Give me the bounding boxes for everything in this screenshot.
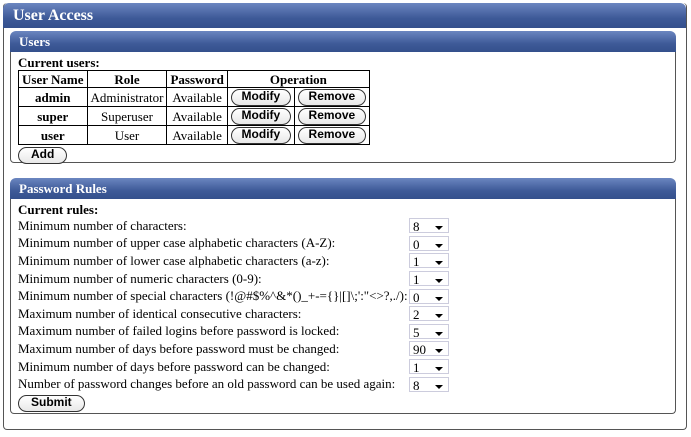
rule-select[interactable]: 0	[409, 236, 449, 251]
user-name: super	[19, 107, 88, 126]
table-row	[19, 88, 370, 107]
add-user-button[interactable]: Add	[18, 147, 67, 164]
rule-select[interactable]: 90	[409, 341, 449, 356]
rule-label: Minimum number of numeric characters (0-9):	[18, 270, 262, 286]
user-role: Superuser	[87, 107, 167, 126]
rule-row	[18, 323, 668, 341]
rule-select[interactable]: 1	[409, 359, 449, 374]
col-password: Password	[167, 71, 227, 88]
current-rules-label: Current rules:	[18, 202, 99, 217]
user-password: Available	[167, 88, 227, 107]
modify-button[interactable]: Modify	[231, 127, 291, 144]
user-password: Available	[167, 107, 227, 126]
rule-row	[18, 358, 668, 376]
col-operation: Operation	[227, 71, 369, 88]
rule-select[interactable]: 0	[409, 289, 449, 304]
current-users-label: Current users:	[18, 55, 100, 70]
rule-label: Maximum number of days before password must be changed:	[18, 340, 340, 356]
modify-button[interactable]: Modify	[231, 108, 291, 125]
user-name: admin	[19, 88, 88, 107]
password-rules-title: Password Rules	[10, 178, 676, 199]
password-rules-panel	[10, 178, 676, 414]
rule-select[interactable]: 1	[409, 271, 449, 286]
rule-select[interactable]: 2	[409, 306, 449, 321]
table-row	[19, 107, 370, 126]
user-role: User	[87, 126, 167, 145]
rule-select[interactable]: 8	[409, 377, 449, 392]
rule-label: Minimum number of characters:	[18, 217, 187, 233]
rule-label: Maximum number of identical consecutive characters:	[18, 305, 302, 321]
rule-row	[18, 340, 668, 358]
rule-select[interactable]: 1	[409, 253, 449, 268]
rule-label: Minimum number of days before password can be changed:	[18, 358, 330, 374]
user-role: Administrator	[87, 88, 167, 107]
col-user-name: User Name	[19, 71, 88, 88]
rule-label: Maximum number of failed logins before password is locked:	[18, 323, 340, 339]
users-panel-title: Users	[10, 31, 676, 52]
rule-label: Minimum number of upper case alphabetic characters (A-Z):	[18, 235, 336, 251]
modify-button[interactable]: Modify	[231, 89, 291, 106]
col-role: Role	[87, 71, 167, 88]
users-table	[18, 70, 370, 145]
rule-row	[18, 252, 668, 270]
table-row	[19, 126, 370, 145]
user-name: user	[19, 126, 88, 145]
remove-button[interactable]: Remove	[298, 108, 366, 125]
rule-row	[18, 235, 668, 253]
rule-row	[18, 217, 668, 235]
rule-select[interactable]: 8	[409, 218, 449, 233]
page-title: User Access	[3, 3, 686, 28]
rule-label: Minimum number of lower case alphabetic characters (a-z):	[18, 252, 330, 268]
remove-button[interactable]: Remove	[298, 127, 366, 144]
users-panel	[10, 31, 676, 163]
remove-button[interactable]: Remove	[298, 89, 366, 106]
rule-label: Minimum number of special characters (!@#$%^&*()_+-={}|[]\;':"<>?,./):	[18, 288, 408, 304]
submit-button[interactable]: Submit	[18, 395, 85, 412]
rule-label: Number of password changes before an old password can be used again:	[18, 376, 396, 392]
user-password: Available	[167, 126, 227, 145]
rule-select[interactable]: 5	[409, 324, 449, 339]
rule-row	[18, 375, 668, 393]
rule-row	[18, 270, 668, 288]
rule-row	[18, 305, 668, 323]
rule-row	[18, 287, 668, 305]
